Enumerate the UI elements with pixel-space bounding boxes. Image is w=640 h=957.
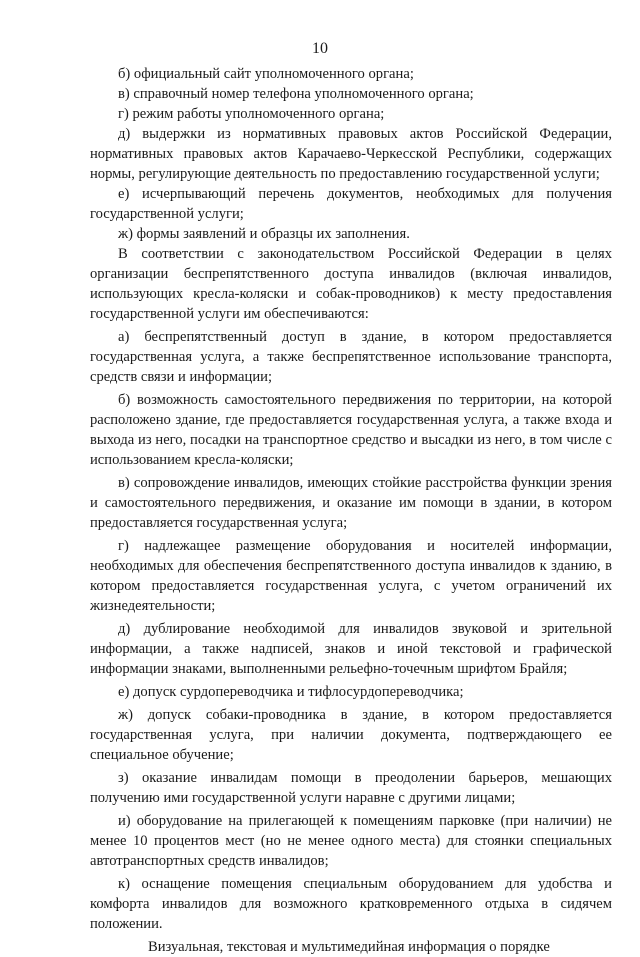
accessibility-item-d: д) дублирование необходимой для инвалидов звуковой и зрительной информации, а также надписей, знаков и иной текстовой и графической информации знаками, выполненными рельефно-точечным шрифтом Брайля; [90, 621, 612, 677]
list-item-b: б) официальный сайт уполномоченного органа; [118, 66, 414, 82]
list-item-zh: ж) формы заявлений и образцы их заполнения. [118, 226, 410, 242]
accessibility-item-z: з) оказание инвалидам помощи в преодолении барьеров, мешающих получению ими государственной услуги наравне с другими лицами; [90, 770, 612, 806]
list-item-v: в) справочный номер телефона уполномоченного органа; [118, 86, 474, 102]
list-item-g: г) режим работы уполномоченного органа; [118, 106, 385, 122]
accessibility-item-g: г) надлежащее размещение оборудования и носителей информации, необходимых для обеспечения беспрепятственного доступа инвалидов к зданию, в котором предоставляется государственная услуга, с учетом ограничений их жизнедеятельности; [90, 538, 612, 614]
accessibility-item-e: е) допуск сурдопереводчика и тифлосурдопереводчика; [118, 684, 464, 700]
visual-info-paragraph: Визуальная, текстовая и мультимедийная информация о порядке [148, 939, 550, 955]
accessibility-intro-paragraph: В соответствии с законодательством Российской Федерации в целях организации беспрепятственного доступа инвалидов (включая инвалидов, использующих кресла-коляски и собак-проводников) к месту предоставления государственной услуги им обеспечиваются: [90, 246, 612, 322]
document-body [90, 64, 612, 957]
list-item-e: е) исчерпывающий перечень документов, необходимых для получения государственной услуги; [90, 186, 612, 222]
accessibility-item-b: б) возможность самостоятельного передвижения по территории, на которой расположено здание, где предоставляется государственная услуга, а также входа и выхода из него, посадки на транспортное средство и высадки из него, в том числе с использованием кресла-коляски; [90, 392, 612, 468]
accessibility-item-v: в) сопровождение инвалидов, имеющих стойкие расстройства функции зрения и самостоятельного передвижения, и оказание им помощи в здании, в котором предоставляется государственная услуга; [90, 475, 612, 531]
accessibility-item-zh: ж) допуск собаки-проводника в здание, в котором предоставляется государственная услуга, при наличии документа, подтверждающего ее специальное обучение; [90, 707, 612, 763]
page-number: 10 [312, 40, 328, 57]
list-item-d: д) выдержки из нормативных правовых актов Российской Федерации, нормативных правовых актов Карачаево-Черкесской Республики, содержащих нормы, регулирующие деятельность по предоставлению государственной услуги; [90, 126, 612, 182]
accessibility-item-i: и) оборудование на прилегающей к помещениям парковке (при наличии) не менее 10 процентов мест (но не менее одного места) для стоянки специальных автотранспортных средств инвалидов; [90, 813, 612, 869]
accessibility-item-a: а) беспрепятственный доступ в здание, в котором предоставляется государственная услуга, а также беспрепятственное использование транспорта, средств связи и информации; [90, 329, 612, 385]
accessibility-item-k: к) оснащение помещения специальным оборудованием для удобства и комфорта инвалидов для возможного кратковременного отдыха в сидячем положении. [90, 876, 612, 932]
